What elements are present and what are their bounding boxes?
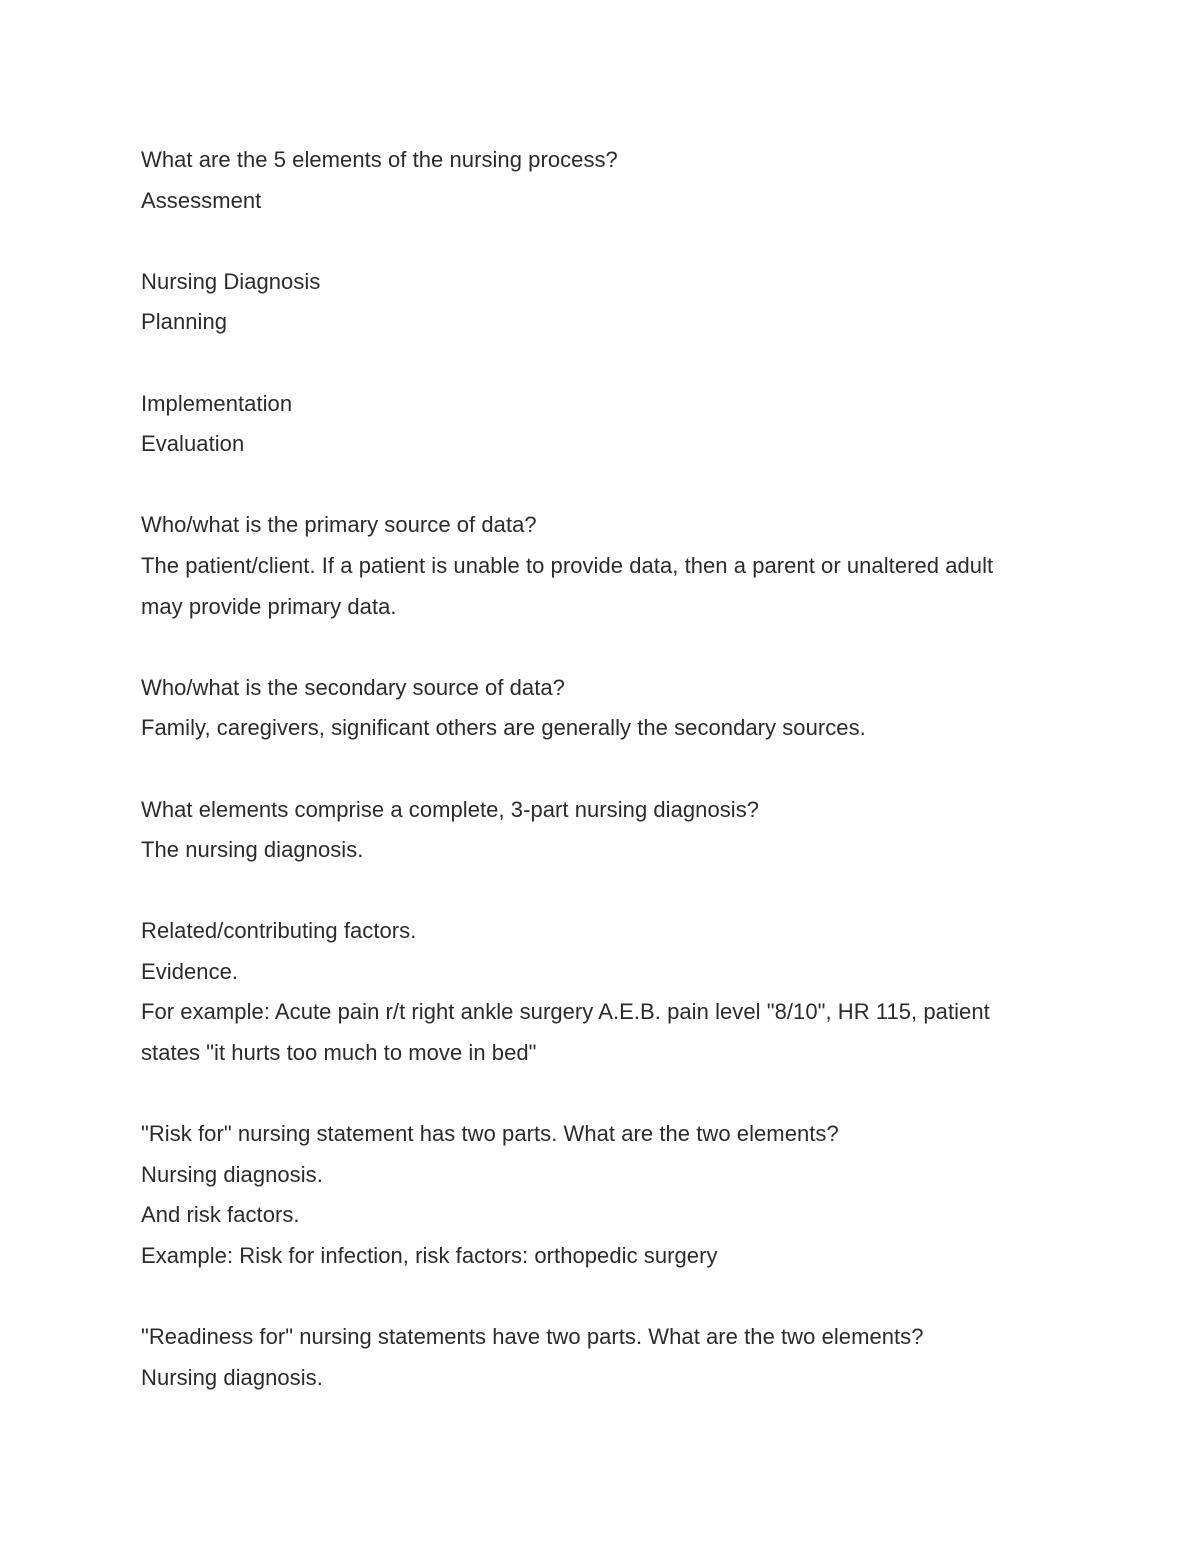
blank-line	[141, 465, 1061, 506]
text-line: Planning	[141, 309, 228, 335]
text-line: Assessment	[141, 187, 262, 213]
text-line: For example: Acute pain r/t right ankle surgery A.E.B. pain level "8/10", HR 115, patient	[141, 999, 990, 1025]
text-line: The patient/client. If a patient is unable to provide data, then a parent or unaltered adult	[141, 552, 994, 578]
text-line: Nursing Diagnosis	[141, 268, 321, 294]
text-line: Nursing diagnosis.	[141, 1364, 323, 1390]
text-line: Example: Risk for infection, risk factors: orthopedic surgery	[141, 1243, 718, 1269]
blank-line	[141, 627, 1061, 668]
text-line: And risk factors.	[141, 1202, 300, 1228]
text-line: Who/what is the primary source of data?	[141, 512, 537, 538]
text-line: Evaluation	[141, 431, 245, 457]
document-body	[141, 140, 1061, 1398]
text-line: may provide primary data.	[141, 593, 397, 619]
text-line: "Readiness for" nursing statements have two parts. What are the two elements?	[141, 1324, 924, 1350]
text-line: states "it hurts too much to move in bed"	[141, 1040, 537, 1066]
blank-line	[141, 871, 1061, 912]
blank-line	[141, 749, 1061, 790]
text-line: "Risk for" nursing statement has two parts. What are the two elements?	[141, 1121, 839, 1147]
blank-line	[141, 221, 1061, 262]
text-line: Related/contributing factors.	[141, 918, 417, 944]
text-line: What are the 5 elements of the nursing process?	[141, 147, 618, 172]
text-line: The nursing diagnosis.	[141, 837, 364, 863]
text-line: Evidence.	[141, 958, 239, 984]
text-line: Who/what is the secondary source of data?	[141, 674, 565, 700]
blank-line	[141, 343, 1061, 384]
text-line: What elements comprise a complete, 3-part nursing diagnosis?	[141, 796, 760, 822]
text-line: Implementation	[141, 390, 293, 416]
text-line: Family, caregivers, significant others are generally the secondary sources.	[141, 715, 866, 741]
text-line: Nursing diagnosis.	[141, 1161, 323, 1187]
blank-line	[141, 1277, 1061, 1318]
blank-line	[141, 1074, 1061, 1115]
